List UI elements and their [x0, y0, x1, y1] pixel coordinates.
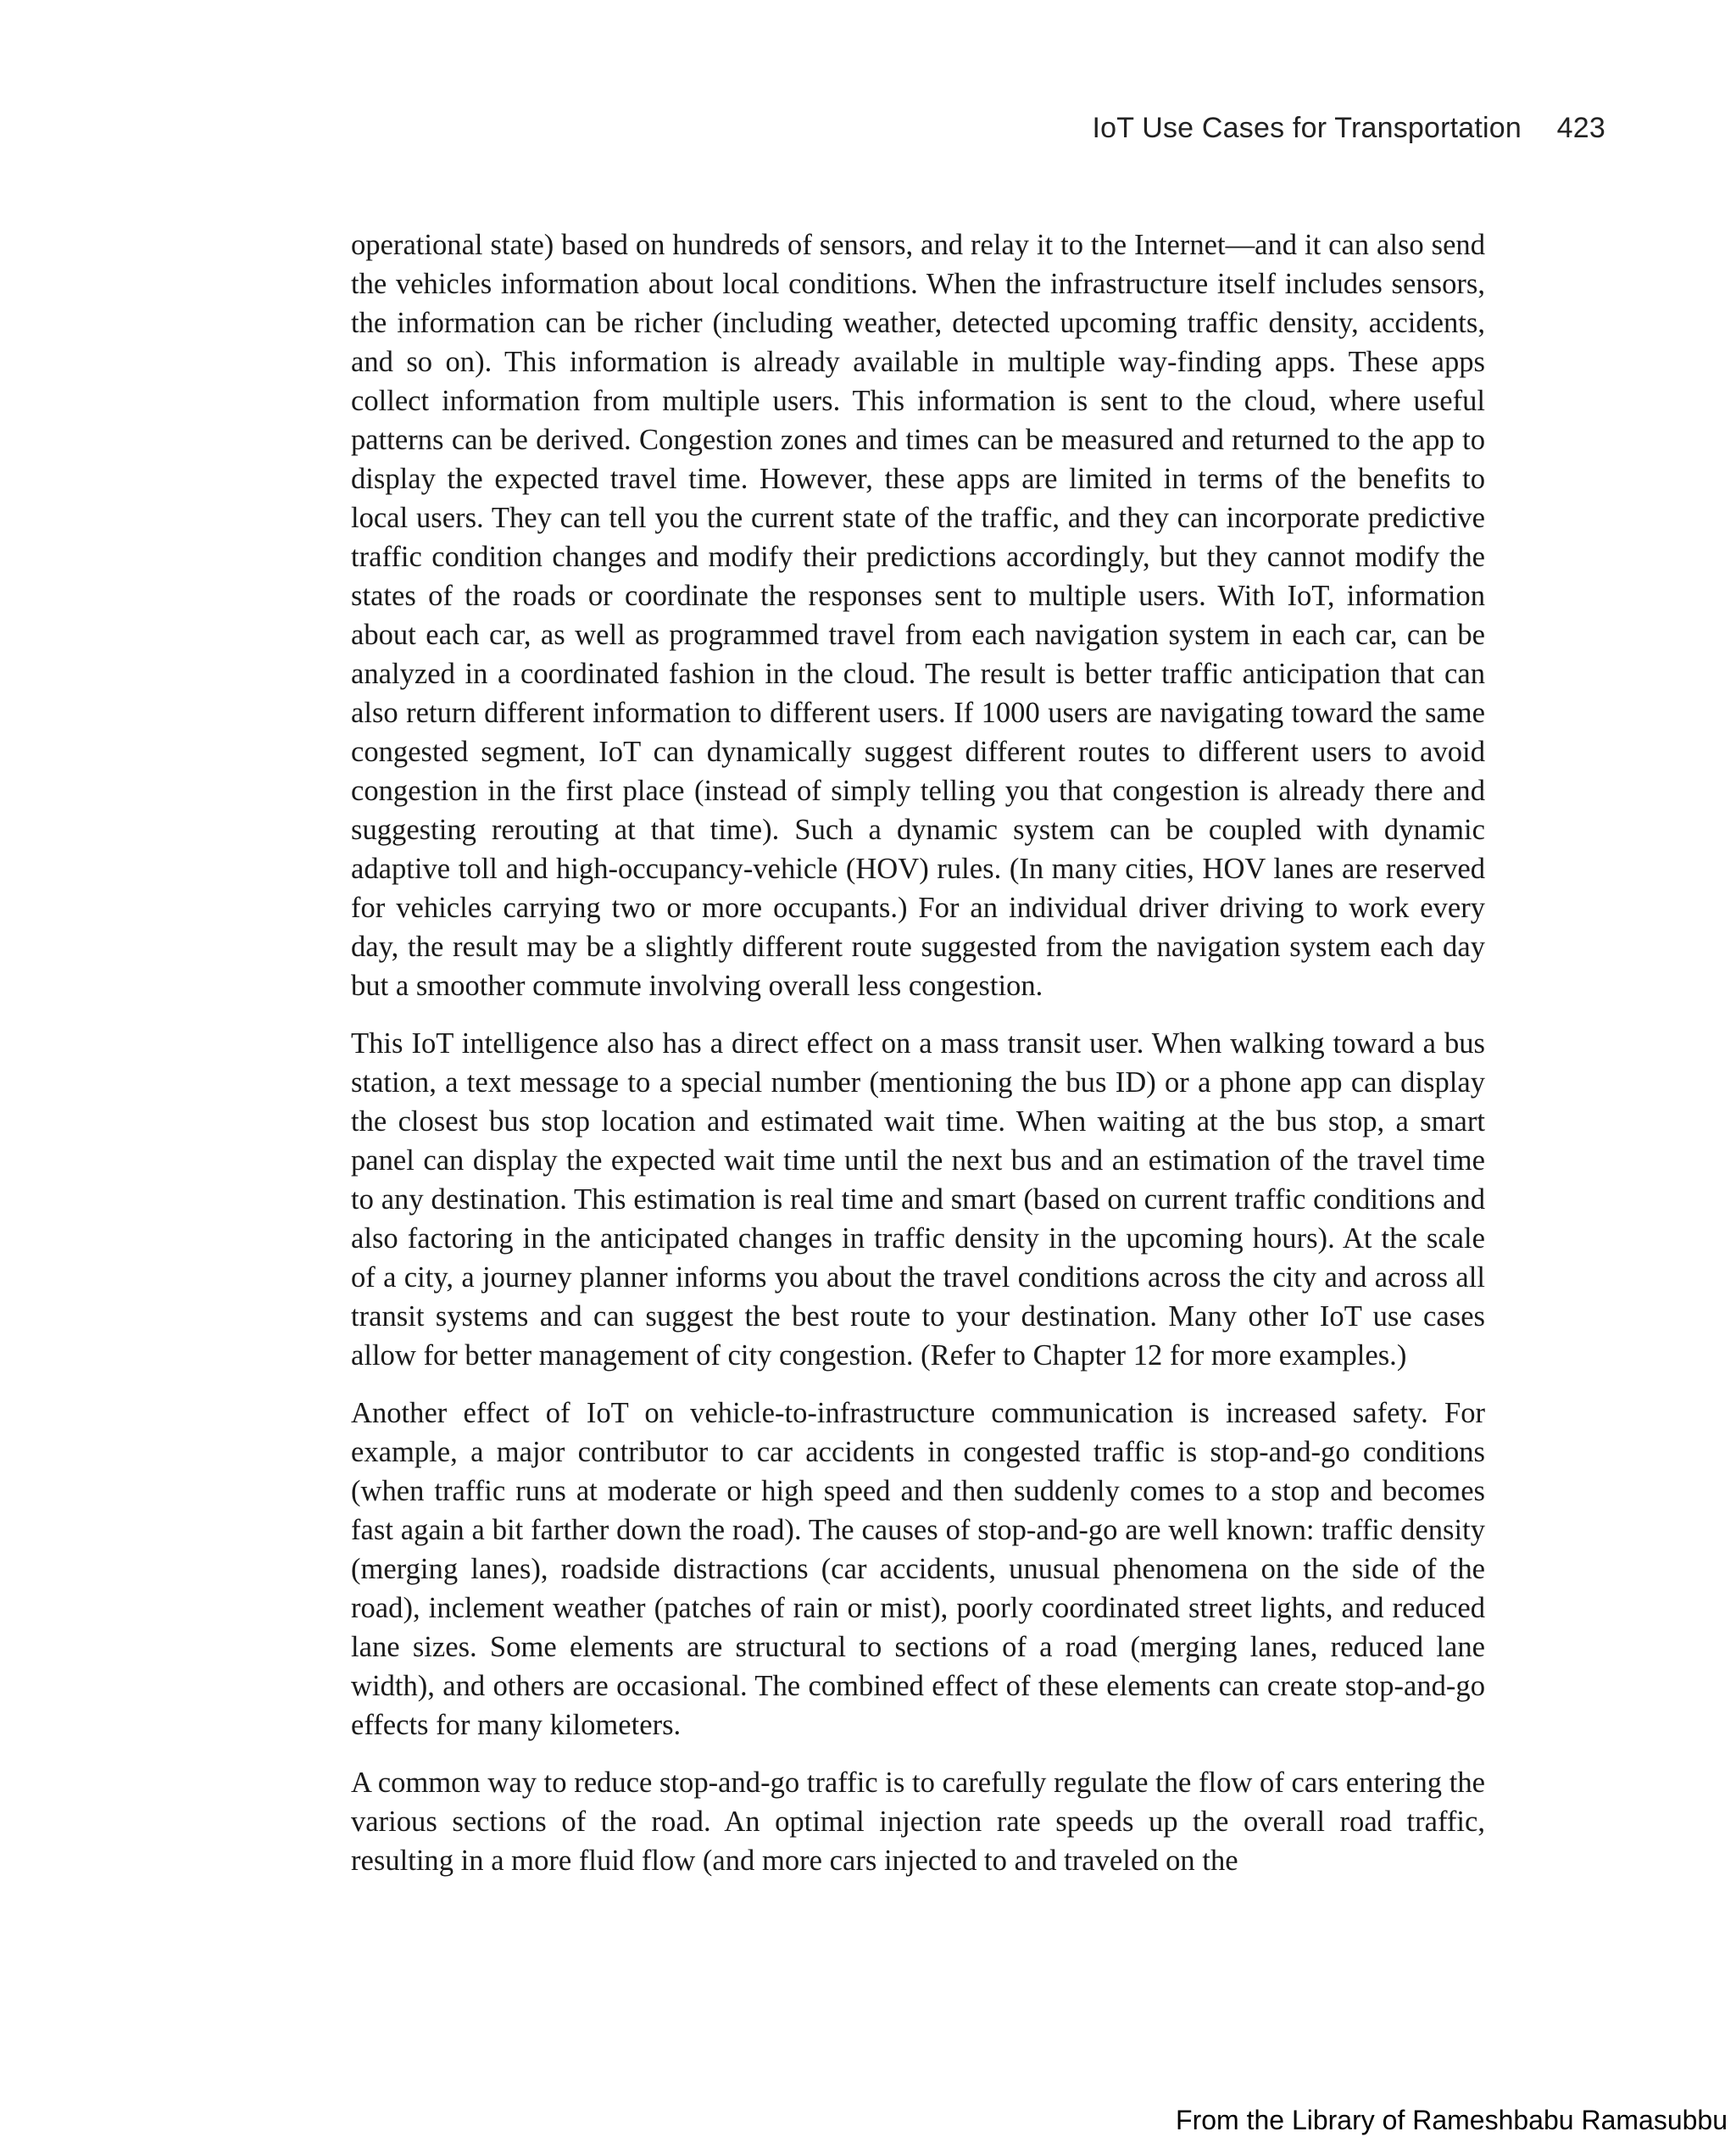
paragraph-4: A common way to reduce stop-and-go traffic is to carefully regulate the flow of cars entering the various sections of the road. An optimal injection rate speeds up the overall road traffic, resulting in a more fluid flow (and more cars injected to and traveled on the: [351, 1767, 1485, 1877]
library-watermark: From the Library of Rameshbabu Ramasubbu: [1176, 2105, 1728, 2135]
paragraph-3: Another effect of IoT on vehicle-to-infrastructure communication is increased safety. For example, a major contributor to car accidents in congested traffic is stop-and-go conditions (when traffic runs at moderate or high speed and then suddenly comes to a stop and becomes fast again a bit farther down the road). The causes of stop-and-go are well known: traffic density (merging lanes), roadside distractions (car accidents, unusual phenomena on the side of the road), inclement weather (patches of rain or mist), poorly coordinated street lights, and reduced lane sizes. Some elements are structural to sections of a road (merging lanes, reduced lane width), and others are occasional. The combined effect of these elements can create stop-and-go effects for many kilometers.: [351, 1397, 1485, 1741]
page-number: 423: [1556, 112, 1605, 144]
section-title: IoT Use Cases for Transportation: [1092, 112, 1522, 144]
running-head: [1092, 112, 1605, 145]
paragraph-1: operational state) based on hundreds of sensors, and relay it to the Internet—and it can also send the vehicles information about local conditions. When the infrastructure itself includes sensors, the information can be richer (including weather, detected upcoming traffic density, accidents, and so on). This information is already available in multiple way-finding apps. These apps collect information from multiple users. This information is sent to the cloud, where useful patterns can be derived. Congestion zones and times can be measured and returned to the app to display the expected travel time. However, these apps are limited in terms of the benefits to local users. They can tell you the current state of the traffic, and they can incorporate predictive traffic condition changes and modify their predictions accordingly, but they cannot modify the states of the roads or coordinate the responses sent to multiple users. With IoT, information about each car, as well as programmed travel from each navigation system in each car, can be analyzed in a coordinated fashion in the cloud. The result is better traffic anticipation that can also return different information to different users. If 1000 users are navigating toward the same congested segment, IoT can dynamically suggest different routes to different users to avoid congestion in the first place (instead of simply telling you that congestion is already there and suggesting rerouting at that time). Such a dynamic system can be coupled with dynamic adaptive toll and high-occupancy-vehicle (HOV) rules. (In many cities, HOV lanes are reserved for vehicles carrying two or more occupants.) For an individual driver driving to work every day, the result may be a slightly different route suggested from the navigation system each day but a smoother commute involving overall less congestion.: [351, 229, 1485, 1002]
body-text: [351, 225, 1485, 1899]
paragraph-2: This IoT intelligence also has a direct effect on a mass transit user. When walking toward a bus station, a text message to a special number (mentioning the bus ID) or a phone app can display the closest bus stop location and estimated wait time. When waiting at the bus stop, a smart panel can display the expected wait time until the next bus and an estimation of the travel time to any destination. This estimation is real time and smart (based on current traffic conditions and also factoring in the anticipated changes in traffic density in the upcoming hours). At the scale of a city, a journey planner informs you about the travel conditions across the city and across all transit systems and can suggest the best route to your destination. Many other IoT use cases allow for better management of city congestion. (Refer to Chapter 12 for more examples.): [351, 1027, 1485, 1372]
